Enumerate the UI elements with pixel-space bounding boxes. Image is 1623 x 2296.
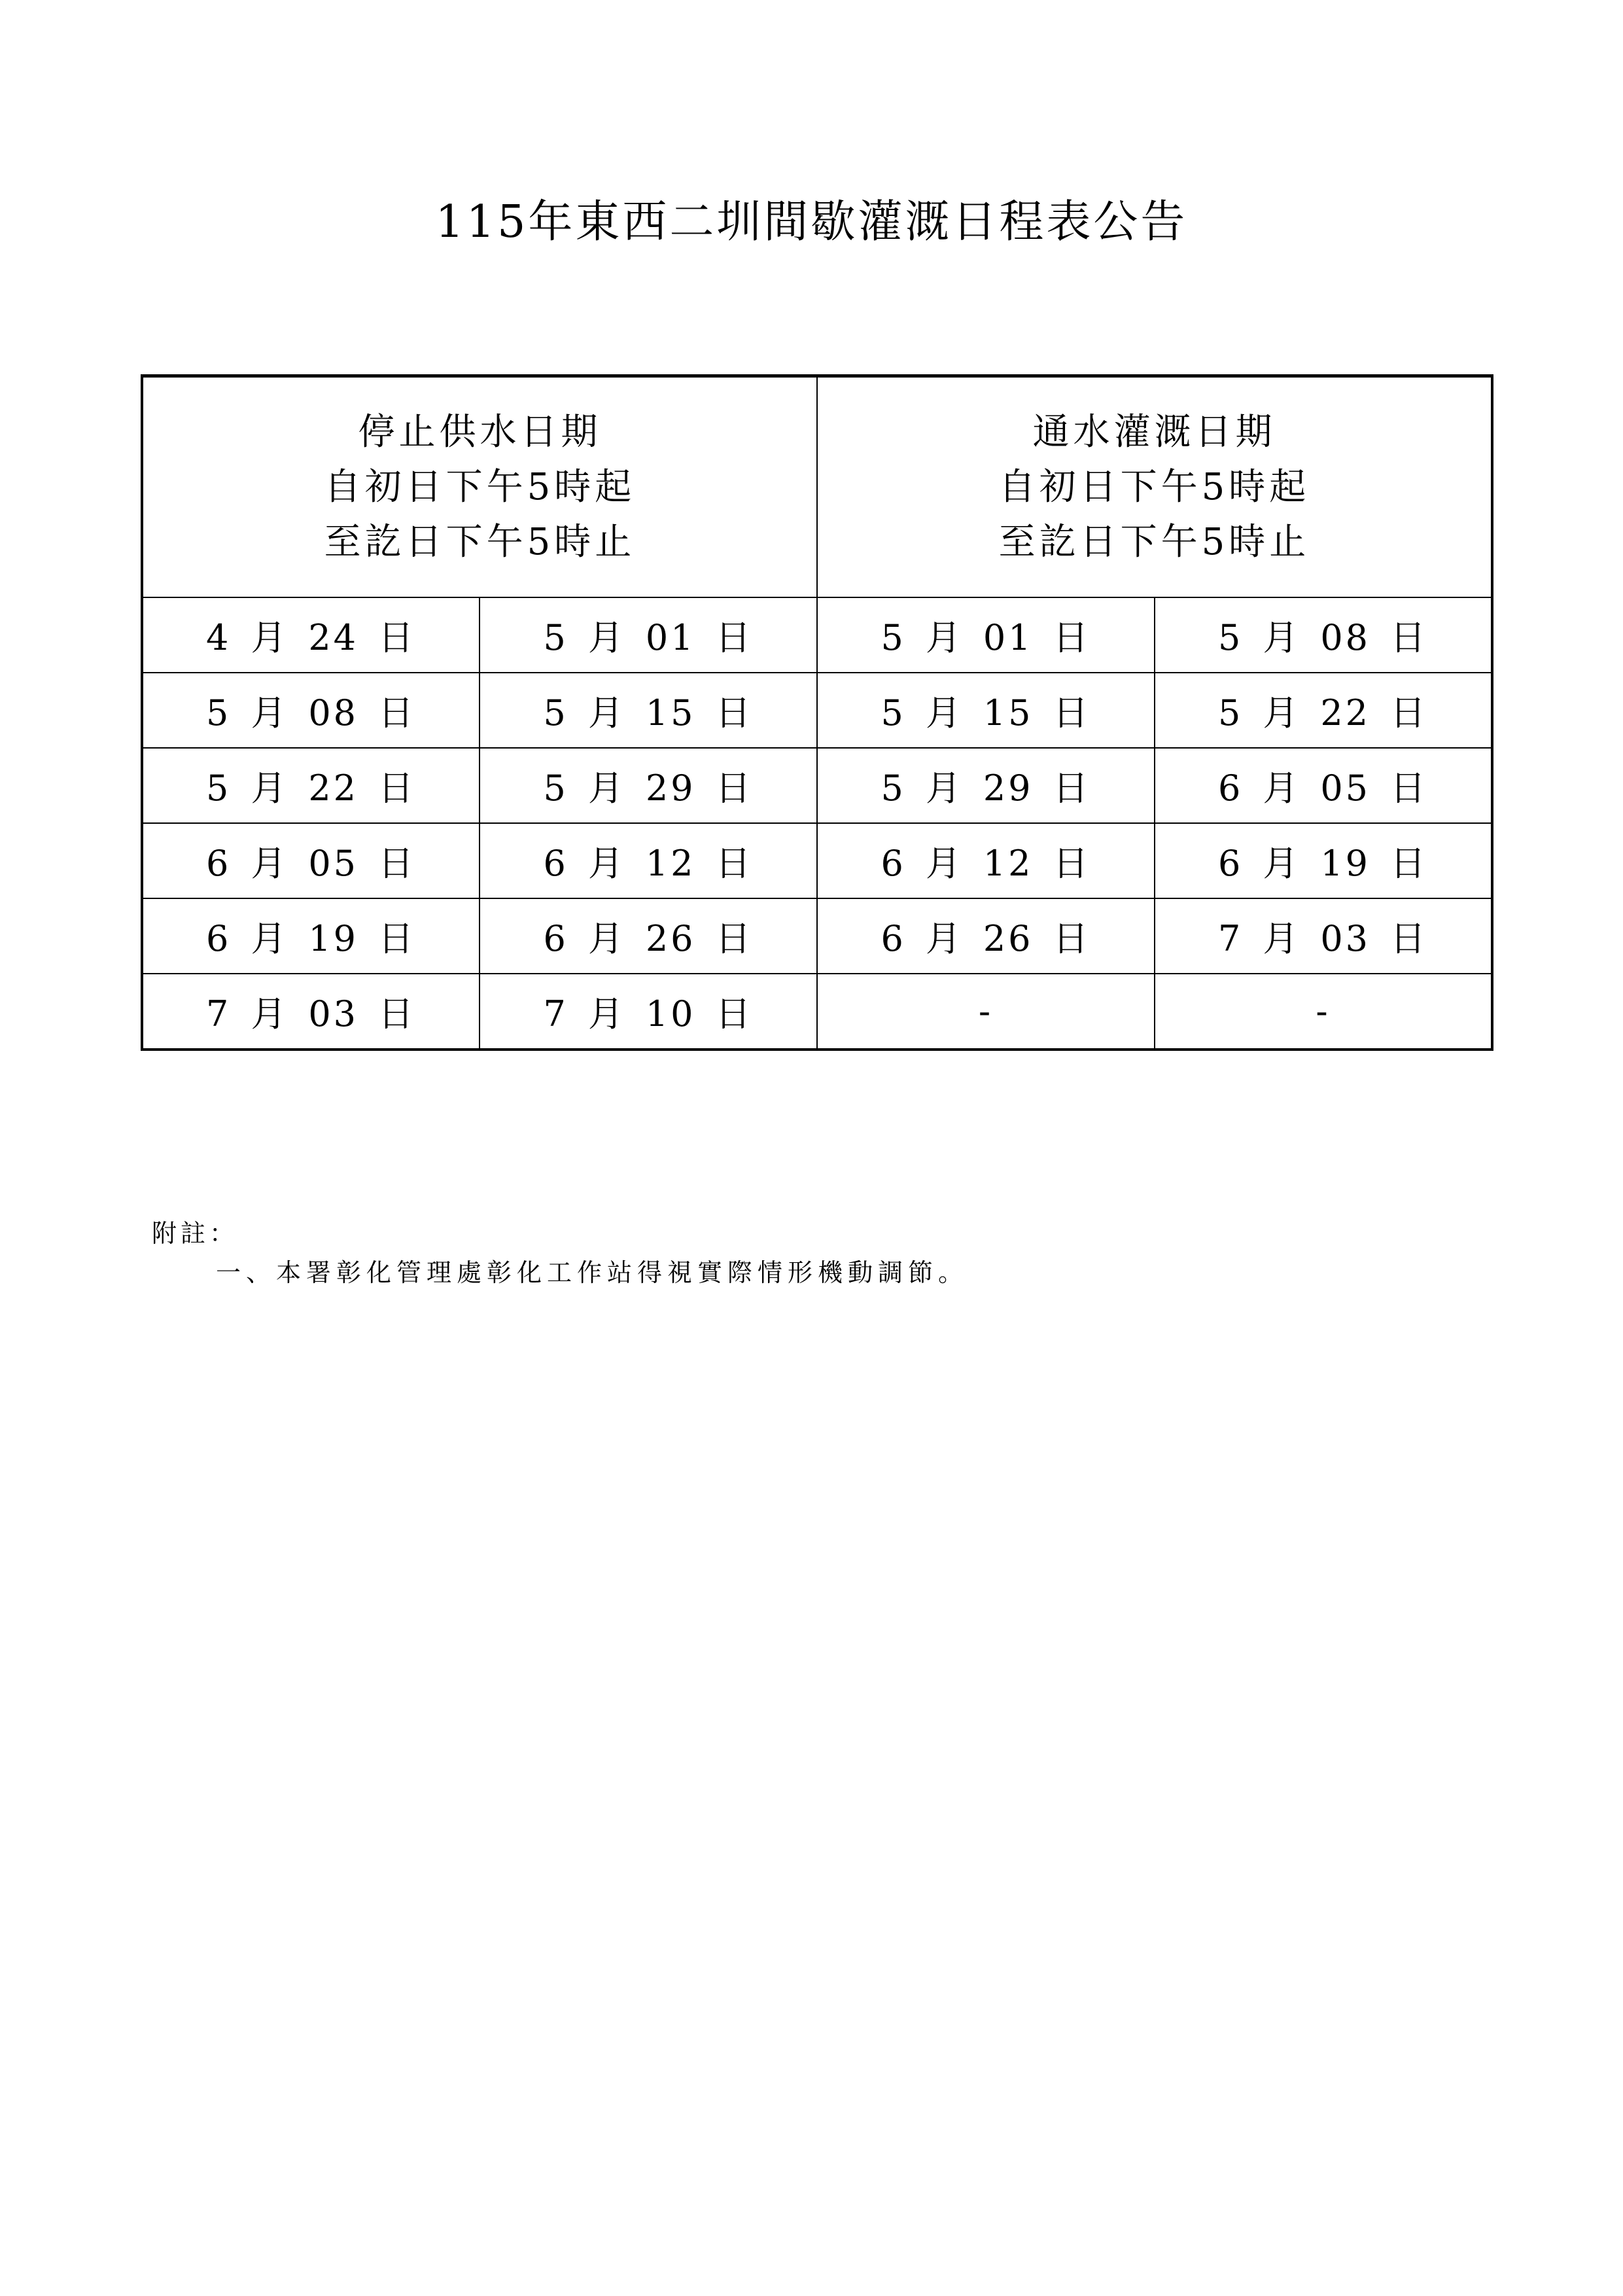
month-char: 月 bbox=[587, 768, 626, 809]
month-char: 月 bbox=[251, 692, 289, 733]
date-cell-water-end bbox=[1155, 898, 1492, 974]
header-irrigation-to: 至訖日下午5時止 bbox=[998, 520, 1310, 563]
header-irrigation bbox=[817, 376, 1492, 598]
date-day: 26 bbox=[983, 918, 1034, 959]
day-char: 日 bbox=[1053, 918, 1091, 959]
date-day: 03 bbox=[308, 993, 359, 1034]
day-char: 日 bbox=[1053, 843, 1091, 884]
date-month: 4 bbox=[205, 617, 232, 658]
month-char: 月 bbox=[1263, 918, 1301, 959]
date-month: 5 bbox=[205, 768, 232, 809]
date-month: 7 bbox=[205, 993, 232, 1034]
day-char: 日 bbox=[715, 617, 754, 658]
schedule-table bbox=[141, 374, 1493, 1051]
day-char: 日 bbox=[1390, 768, 1429, 809]
month-char: 月 bbox=[1263, 692, 1301, 733]
day-char: 日 bbox=[1390, 617, 1429, 658]
month-char: 月 bbox=[251, 617, 289, 658]
date-day: 01 bbox=[645, 617, 696, 658]
date-month: 6 bbox=[881, 843, 906, 884]
day-char: 日 bbox=[378, 993, 417, 1034]
month-char: 月 bbox=[587, 617, 626, 658]
month-char: 月 bbox=[251, 993, 289, 1034]
date-month: 5 bbox=[205, 692, 232, 733]
date-cell-stop-start bbox=[142, 823, 480, 898]
date-cell-water-end bbox=[1155, 823, 1492, 898]
day-char: 日 bbox=[378, 918, 417, 959]
date-day: 03 bbox=[1320, 918, 1371, 959]
month-char: 月 bbox=[925, 843, 964, 884]
day-char: 日 bbox=[1053, 617, 1091, 658]
date-cell-stop-end bbox=[480, 673, 817, 748]
date-day: 22 bbox=[308, 768, 359, 809]
date-day: 29 bbox=[645, 768, 696, 809]
date-cell-water-end bbox=[1155, 974, 1492, 1050]
month-char: 月 bbox=[925, 617, 964, 658]
date-cell-stop-end bbox=[480, 823, 817, 898]
date-month: 6 bbox=[543, 918, 568, 959]
date-month: 5 bbox=[543, 768, 568, 809]
date-month: 5 bbox=[1217, 617, 1244, 658]
month-char: 月 bbox=[251, 843, 289, 884]
date-cell-stop-end bbox=[480, 748, 817, 823]
date-day: 22 bbox=[1320, 692, 1371, 733]
date-day: 12 bbox=[645, 843, 696, 884]
date-day: 24 bbox=[308, 617, 359, 658]
date-day: 10 bbox=[645, 993, 696, 1034]
date-day: 08 bbox=[1320, 617, 1371, 658]
month-char: 月 bbox=[1263, 768, 1301, 809]
notes-label: 附註： bbox=[152, 1219, 239, 1248]
day-char: 日 bbox=[378, 843, 417, 884]
day-char: 日 bbox=[378, 617, 417, 658]
day-char: 日 bbox=[715, 993, 754, 1034]
date-day: 01 bbox=[983, 617, 1034, 658]
month-char: 月 bbox=[251, 918, 289, 959]
day-char: 日 bbox=[1053, 768, 1091, 809]
date-cell-water-start bbox=[817, 673, 1155, 748]
month-char: 月 bbox=[587, 993, 626, 1034]
date-cell-water-start bbox=[817, 748, 1155, 823]
date-month: 5 bbox=[881, 768, 906, 809]
header-stop-supply bbox=[142, 376, 817, 598]
header-irrigation-from: 自初日下午5時起 bbox=[998, 465, 1310, 508]
table-header-row bbox=[142, 376, 1492, 598]
page-title: 115年東西二圳間歇灌溉日程表公告 bbox=[435, 196, 1188, 248]
month-char: 月 bbox=[587, 692, 626, 733]
day-char: 日 bbox=[1390, 692, 1429, 733]
date-day: 19 bbox=[308, 918, 359, 959]
date-cell-water-end bbox=[1155, 748, 1492, 823]
empty-date-dash: - bbox=[1316, 991, 1331, 1032]
date-month: 7 bbox=[543, 993, 568, 1034]
day-char: 日 bbox=[378, 692, 417, 733]
table-row bbox=[142, 823, 1492, 898]
day-char: 日 bbox=[1390, 843, 1429, 884]
date-cell-stop-start bbox=[142, 597, 480, 673]
day-char: 日 bbox=[715, 692, 754, 733]
month-char: 月 bbox=[587, 918, 626, 959]
date-month: 5 bbox=[543, 617, 568, 658]
header-stop-to: 至訖日下午5時止 bbox=[324, 520, 636, 563]
date-day: 05 bbox=[1320, 768, 1371, 809]
date-month: 5 bbox=[1217, 692, 1244, 733]
table-row bbox=[142, 974, 1492, 1050]
date-cell-stop-start bbox=[142, 748, 480, 823]
date-cell-stop-end bbox=[480, 898, 817, 974]
day-char: 日 bbox=[378, 768, 417, 809]
day-char: 日 bbox=[715, 768, 754, 809]
date-day: 26 bbox=[645, 918, 696, 959]
table-row bbox=[142, 748, 1492, 823]
month-char: 月 bbox=[587, 843, 626, 884]
date-cell-water-start bbox=[817, 974, 1155, 1050]
header-stop-title: 停止供水日期 bbox=[358, 410, 602, 453]
date-day: 05 bbox=[308, 843, 359, 884]
month-char: 月 bbox=[1263, 617, 1301, 658]
date-month: 5 bbox=[543, 692, 568, 733]
date-cell-water-start bbox=[817, 898, 1155, 974]
day-char: 日 bbox=[1390, 918, 1429, 959]
month-char: 月 bbox=[251, 768, 289, 809]
date-cell-stop-start bbox=[142, 974, 480, 1050]
date-day: 19 bbox=[1320, 843, 1371, 884]
date-month: 6 bbox=[1217, 768, 1244, 809]
date-day: 15 bbox=[983, 692, 1034, 733]
empty-date-dash: - bbox=[978, 991, 994, 1032]
day-char: 日 bbox=[715, 843, 754, 884]
date-cell-stop-end bbox=[480, 974, 817, 1050]
date-month: 5 bbox=[881, 692, 906, 733]
date-cell-water-end bbox=[1155, 673, 1492, 748]
month-char: 月 bbox=[925, 768, 964, 809]
table-row bbox=[142, 673, 1492, 748]
date-month: 6 bbox=[205, 843, 232, 884]
date-month: 5 bbox=[881, 617, 906, 658]
date-month: 6 bbox=[205, 918, 232, 959]
note-item: 一、本署彰化管理處彰化工作站得視實際情形機動調節。 bbox=[216, 1258, 969, 1287]
table-row bbox=[142, 597, 1492, 673]
date-month: 6 bbox=[1217, 843, 1244, 884]
date-month: 7 bbox=[1217, 918, 1244, 959]
date-cell-stop-end bbox=[480, 597, 817, 673]
date-day: 15 bbox=[645, 692, 696, 733]
month-char: 月 bbox=[1263, 843, 1301, 884]
date-cell-water-start bbox=[817, 823, 1155, 898]
date-month: 6 bbox=[543, 843, 568, 884]
date-month: 6 bbox=[881, 918, 906, 959]
date-day: 29 bbox=[983, 768, 1034, 809]
month-char: 月 bbox=[925, 692, 964, 733]
date-cell-stop-start bbox=[142, 673, 480, 748]
date-day: 08 bbox=[308, 692, 359, 733]
table-row bbox=[142, 898, 1492, 974]
header-stop-from: 自初日下午5時起 bbox=[324, 465, 636, 508]
date-cell-water-end bbox=[1155, 597, 1492, 673]
day-char: 日 bbox=[715, 918, 754, 959]
date-cell-stop-start bbox=[142, 898, 480, 974]
header-irrigation-title: 通水灌溉日期 bbox=[1032, 410, 1276, 453]
date-cell-water-start bbox=[817, 597, 1155, 673]
date-day: 12 bbox=[983, 843, 1034, 884]
day-char: 日 bbox=[1053, 692, 1091, 733]
month-char: 月 bbox=[925, 918, 964, 959]
